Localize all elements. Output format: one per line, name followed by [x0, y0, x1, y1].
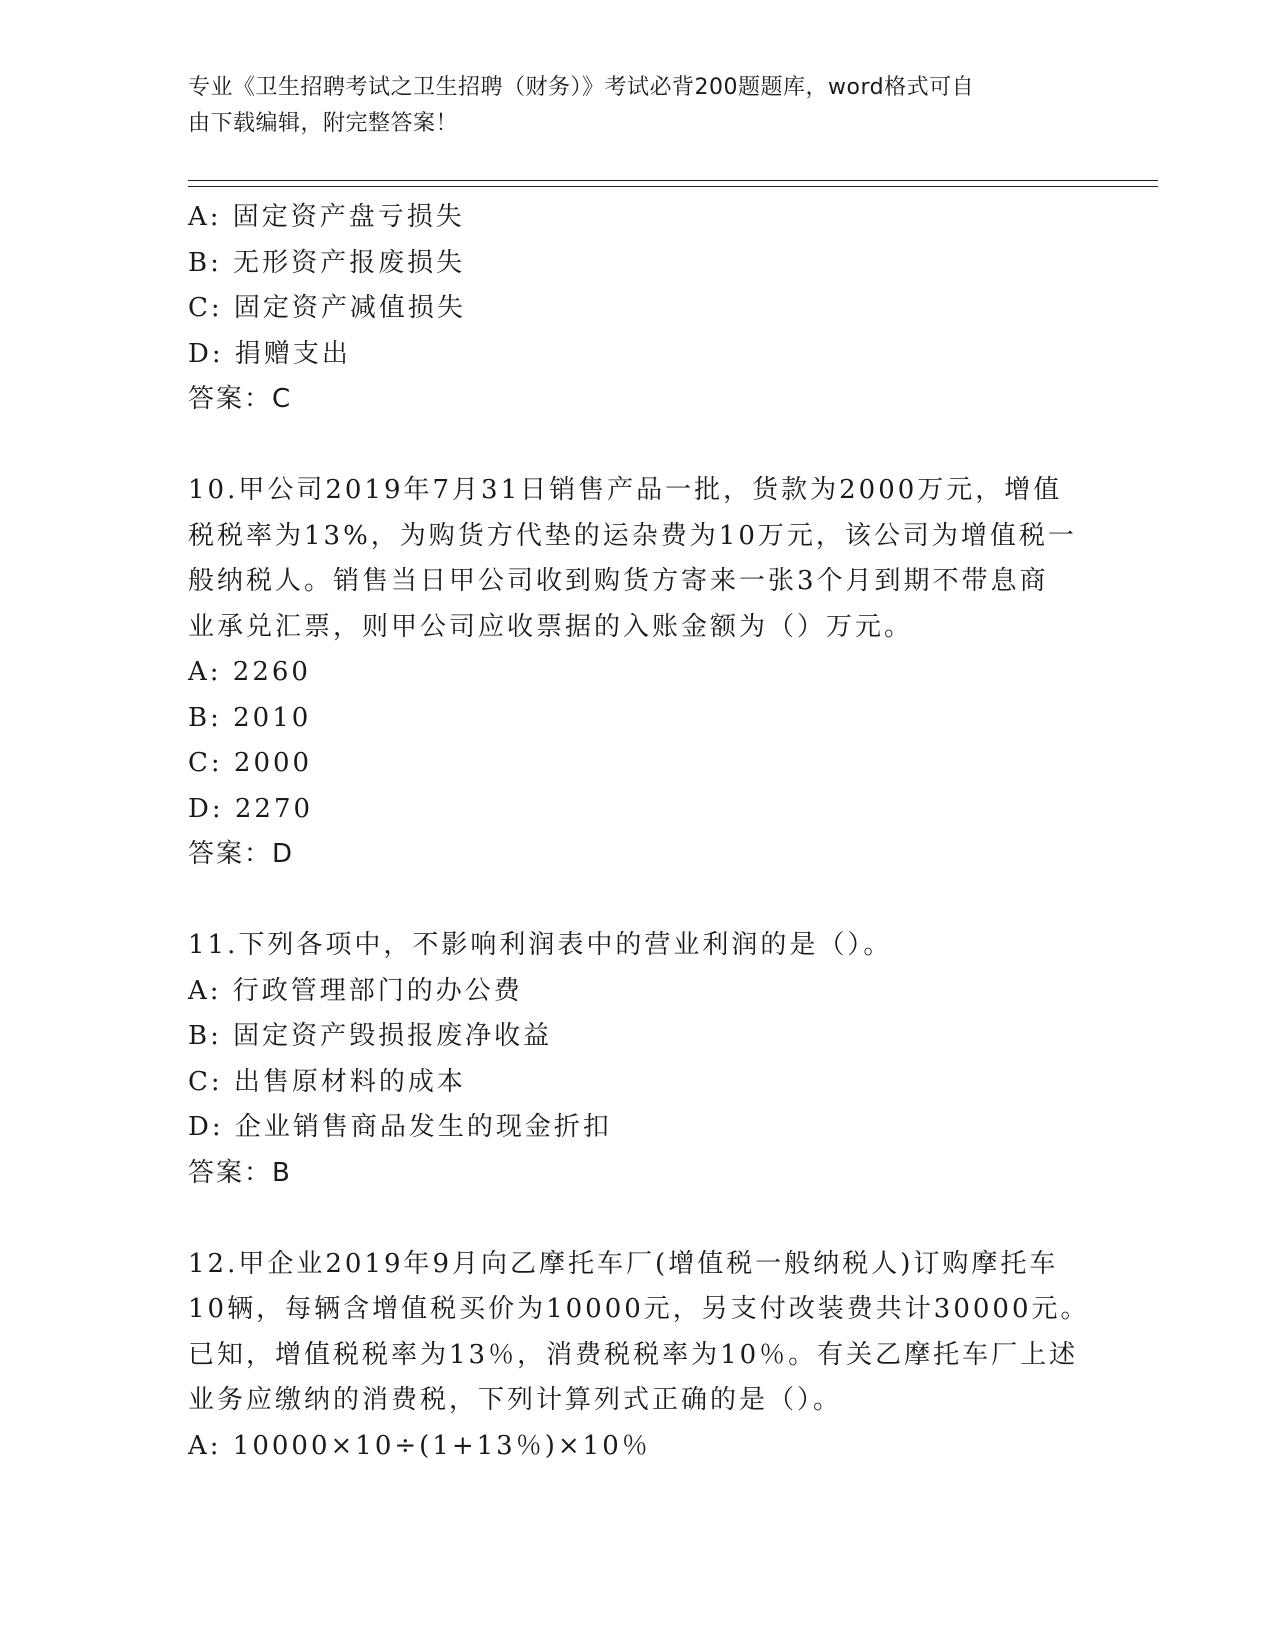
option-b: B: 2010	[188, 702, 312, 733]
option-d: D: 捐赠支出	[188, 338, 351, 369]
option-d: D: 企业销售商品发生的现金折扣	[188, 1112, 612, 1142]
option-c: C: 出售原材料的成本	[188, 1066, 466, 1097]
document-header	[188, 70, 1158, 142]
question-stem-line: 已知，增值税税率为13％，消费税税率为10％。有关乙摩托车厂上述	[188, 1339, 1079, 1370]
answer: 答案：B	[188, 1157, 292, 1188]
question-stem-line: 业务应缴纳的消费税，下列计算列式正确的是（）。	[188, 1385, 843, 1415]
option-b: B: 固定资产毁损报废净收益	[188, 1021, 553, 1051]
header-double-rule	[188, 180, 1158, 187]
question-stem-line: 般纳税人。销售当日甲公司收到购货方寄来一张3个月到期不带息商	[188, 566, 1049, 596]
question-stem-line: 业承兑汇票，则甲公司应收票据的入账金额为（）万元。	[188, 611, 914, 642]
question-stem-line: 10.甲公司2019年7月31日销售产品一批，货款为2000万元，增值	[188, 475, 1063, 505]
option-d: D: 2270	[188, 793, 314, 824]
spacer	[188, 423, 1158, 469]
option-c: C: 固定资产减值损失	[188, 293, 466, 323]
option-a: A: 10000×10÷(1+13％)×10％	[188, 1430, 651, 1461]
spacer	[188, 878, 1158, 924]
spacer	[188, 1196, 1158, 1242]
option-c: C: 2000	[188, 748, 313, 778]
answer: 答案：C	[188, 384, 293, 414]
question-stem-line: 税税率为13%，为购货方代垫的运杂费为10万元，该公司为增值税一	[188, 520, 1077, 551]
option-a: A: 固定资产盘亏损失	[188, 202, 465, 232]
document-page	[188, 70, 1158, 1469]
question-10	[188, 468, 1158, 878]
option-a: A: 2260	[188, 657, 311, 687]
question-stem-line: 10辆，每辆含增值税买价为10000元，另支付改装费共计30000元。	[188, 1294, 1090, 1324]
header-title-line-1: 专业《卫生招聘考试之卫生招聘（财务）》考试必背200题题库，word格式可自	[188, 75, 975, 100]
question-11	[188, 923, 1158, 1196]
question-stem-line: 11.下列各项中，不影响利润表中的营业利润的是（）。	[188, 930, 893, 960]
option-a: A: 行政管理部门的办公费	[188, 975, 523, 1006]
question-list	[188, 195, 1158, 1469]
answer: 答案：D	[188, 839, 295, 869]
question-9	[188, 195, 1158, 423]
header-title-line-2: 由下载编辑，附完整答案！	[188, 111, 459, 136]
option-b: B: 无形资产报废损失	[188, 247, 466, 278]
question-12	[188, 1242, 1158, 1470]
question-stem-line: 12.甲企业2019年9月向乙摩托车厂(增值税一般纳税人)订购摩托车	[188, 1248, 1059, 1279]
